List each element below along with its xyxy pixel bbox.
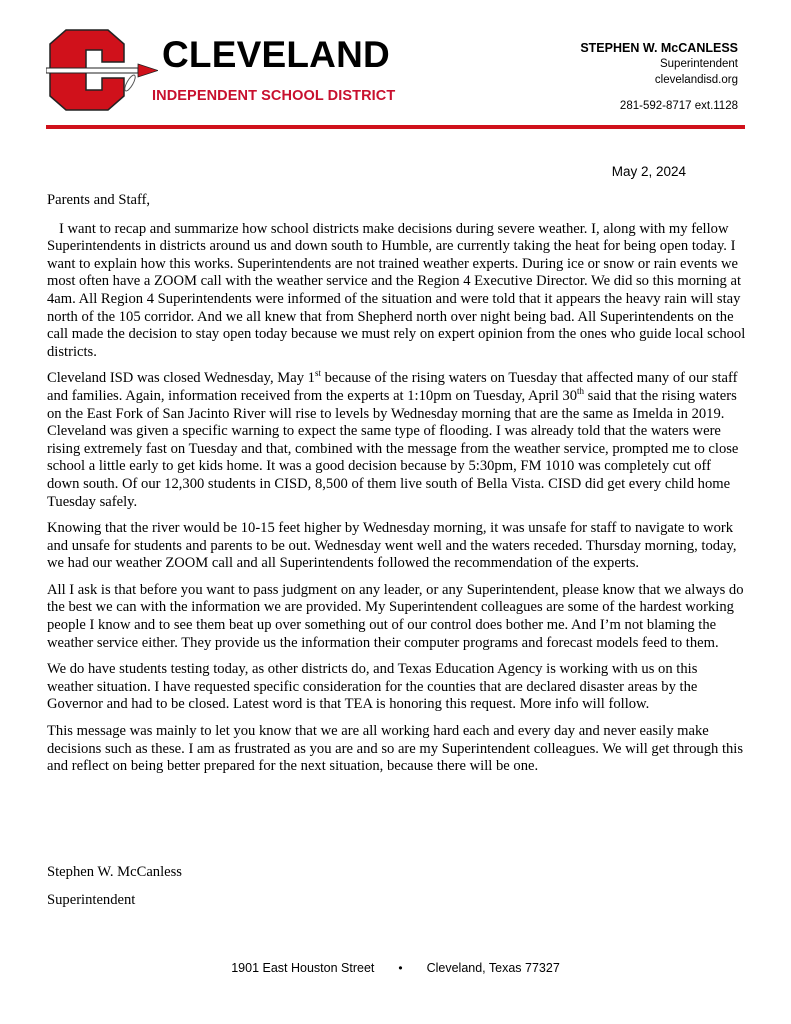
bullet-separator: •	[398, 961, 403, 975]
contact-name: STEPHEN W. McCANLESS	[580, 41, 738, 55]
footer-address	[0, 961, 791, 975]
district-subtitle: INDEPENDENT SCHOOL DISTRICT	[152, 88, 396, 104]
contact-block	[580, 40, 738, 114]
paragraph-4: All I ask is that before you want to pass judgment on any leader, or any Superintendent, please know that we always do the best we can with the information we are provided. My Superintendent colleagues are some of the hardest working people I know and to see them beat up over something out of our control does bother me. And I’m not blaming the weather service either. They provide us the information their computer programs and forecast models feed to them.	[47, 581, 744, 651]
signature-title: Superintendent	[47, 892, 136, 908]
paragraph-1: I want to recap and summarize how school districts make decisions during severe weather. I, along with my fellow Superintendents in districts around us and down south to Humble, are currently taking the heat for being open today. I want to explain how this works. Superintendents are not trained weather experts. During ice or snow or rain events we most often have a ZOOM call with the weather service and the Region 4 Executive Director. We did so this morning at 4am. All Region 4 Superintendents were informed of the situation and were told that it appears the heavy rain will stay north of the 105 corridor. And we all knew that from Shepherd north over night being bad. All Superintendents on the call made the decision to stay open today because we must rely on expert opinion from the ones who guide local school districts.	[47, 220, 746, 360]
paragraph-3: Knowing that the river would be 10-15 feet higher by Wednesday morning, it was unsafe for staff to navigate to work and unsafe for students and parents to be out. Wednesday went well and the waters receded. Thursday morning, today, we had our weather ZOOM call and all Superintendents followed the recommendation of the experts.	[47, 520, 737, 572]
signature-name: Stephen W. McCanless	[47, 864, 182, 880]
footer-street: 1901 East Houston Street	[231, 961, 375, 975]
paragraph-6: This message was mainly to let you know that we are all working hard each and every day and never easily make decisions such as these. I am as frustrated as you are and so are my Superintendent colleagues. We will get through this and reflect on being better prepared for the next situation, because there will be one.	[47, 723, 744, 775]
contact-website: clevelandisd.org	[654, 74, 738, 86]
letter-date: May 2, 2024	[611, 164, 686, 179]
letter-body	[47, 192, 747, 785]
red-block-c-with-spear-icon	[46, 28, 158, 112]
paragraph-2: Cleveland ISD was closed Wednesday, May 1st because of the rising waters on Tuesday that affected many of our staff and families. Again, information received from the experts at 1:10pm on Tuesday, April 30th said that the rising waters on the East Fork of San Jacinto River will rise to levels by Wednesday morning that are the same as Imelda in 2019. Cleveland was given a specific warning to expect the same type of flooding. I was already told that the waters were rising extremely fast on Tuesday and that, combined with the message from the weather service, prompted me to close school a little early to get kids home. It was a good decision because by 5:30pm, FM 1010 was completely cut off down south. Of our 12,300 students in CISD, 8,500 of them live south of Bella Vista. CISD did get every child home Tuesday safely.	[47, 368, 739, 510]
header-divider	[46, 125, 745, 129]
contact-phone: 281-592-8717 ext.1128	[619, 100, 738, 112]
contact-title: Superintendent	[659, 58, 738, 70]
footer-city: Cleveland, Texas 77327	[426, 961, 560, 975]
salutation: Parents and Staff,	[47, 192, 151, 208]
paragraph-5: We do have students testing today, as other districts do, and Texas Education Agency is working with us on this weather situation. I have requested specific consideration for the counties that are declared disaster areas by the Governor and had to be closed. Latest word is that TEA is honoring this request. More info will follow.	[47, 661, 698, 713]
district-name: CLEVELAND	[162, 34, 390, 75]
